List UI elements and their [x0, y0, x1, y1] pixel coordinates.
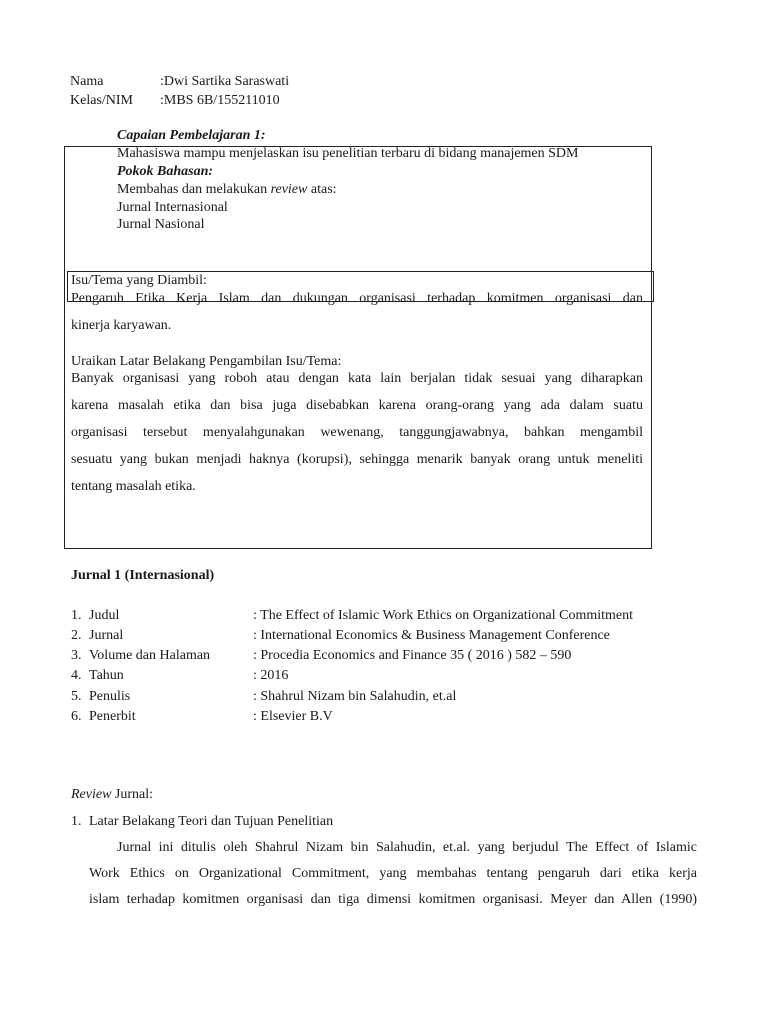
uraian-line-3: organisasi tersebut menyalahgunakan wewenang, tanggungjawabnya, bahkan mengambil: [71, 425, 643, 440]
review-line-1: Jurnal ini ditulis oleh Shahrul Nizam bin Salahudin, et.al. yang berjudul The Effect of Islamic: [117, 840, 697, 855]
uraian-line-2: karena masalah etika dan bisa juga disebabkan karena orang-orang yang ada dalam suatu: [71, 398, 643, 413]
review-line-3: islam terhadap komitmen organisasi dan tiga dimensi komitmen organisasi. Meyer dan Allen (1990): [89, 892, 697, 907]
pokok-item-nasional: Jurnal Nasional: [117, 217, 205, 232]
name-label: Nama: [70, 74, 104, 89]
pokok-bahasan-title: Pokok Bahasan:: [117, 164, 214, 179]
review-line-2: Work Ethics on Organizational Commitment, yang membahas tentang pengaruh dari etika kerja: [89, 866, 697, 881]
row-value: : International Economics & Business Management Conference: [253, 628, 610, 643]
row-value: : Elsevier B.V: [253, 709, 333, 724]
capaian-title: Capaian Pembelajaran 1:: [117, 128, 266, 143]
row-number: 1.: [71, 608, 82, 623]
class-nim-label: Kelas/NIM: [70, 93, 133, 108]
row-label: Penulis: [89, 689, 131, 704]
jurnal-1-heading: Jurnal 1 (Internasional): [71, 568, 215, 583]
row-number: 6.: [71, 709, 82, 724]
section-1-number: 1.: [71, 814, 82, 829]
uraian-title: Uraikan Latar Belakang Pengambilan Isu/Tema:: [71, 354, 342, 369]
name-value: :Dwi Sartika Saraswati: [160, 74, 290, 89]
review-heading: Review Jurnal:: [71, 787, 154, 802]
row-label: Jurnal: [89, 628, 124, 643]
row-number: 5.: [71, 689, 82, 704]
row-value: : 2016: [253, 668, 289, 683]
row-value: : The Effect of Islamic Work Ethics on Organizational Commitment: [253, 608, 634, 623]
row-number: 4.: [71, 668, 82, 683]
isu-line-2: kinerja karyawan.: [71, 318, 172, 333]
row-number: 3.: [71, 648, 82, 663]
uraian-line-4: sesuatu yang bukan menjadi haknya (korupsi), sehingga menarik banyak orang untuk meneliti: [71, 452, 643, 467]
pokok-bahasan-text: Membahas dan melakukan review atas:: [117, 182, 337, 197]
isu-line-1: Pengaruh Etika Kerja Islam dan dukungan organisasi terhadap komitmen organisasi dan: [71, 291, 643, 306]
pokok-item-internasional: Jurnal Internasional: [117, 200, 228, 215]
class-nim-value: :MBS 6B/155211010: [160, 93, 280, 108]
row-label: Judul: [89, 608, 120, 623]
row-label: Volume dan Halaman: [89, 648, 211, 663]
section-1-title: Latar Belakang Teori dan Tujuan Penelitian: [89, 814, 334, 829]
row-number: 2.: [71, 628, 82, 643]
uraian-line-1: Banyak organisasi yang roboh atau dengan kata lain berjalan tidak sesuai yang diharapkan: [71, 371, 643, 386]
row-label: Tahun: [89, 668, 124, 683]
uraian-line-5: tentang masalah etika.: [71, 479, 196, 494]
isu-title: Isu/Tema yang Diambil:: [71, 273, 207, 288]
row-value: : Procedia Economics and Finance 35 ( 2016 ) 582 – 590: [253, 648, 572, 663]
row-label: Penerbit: [89, 709, 136, 724]
row-value: : Shahrul Nizam bin Salahudin, et.al: [253, 689, 457, 704]
capaian-text: Mahasiswa mampu menjelaskan isu penelitian terbaru di bidang manajemen SDM: [117, 146, 579, 161]
